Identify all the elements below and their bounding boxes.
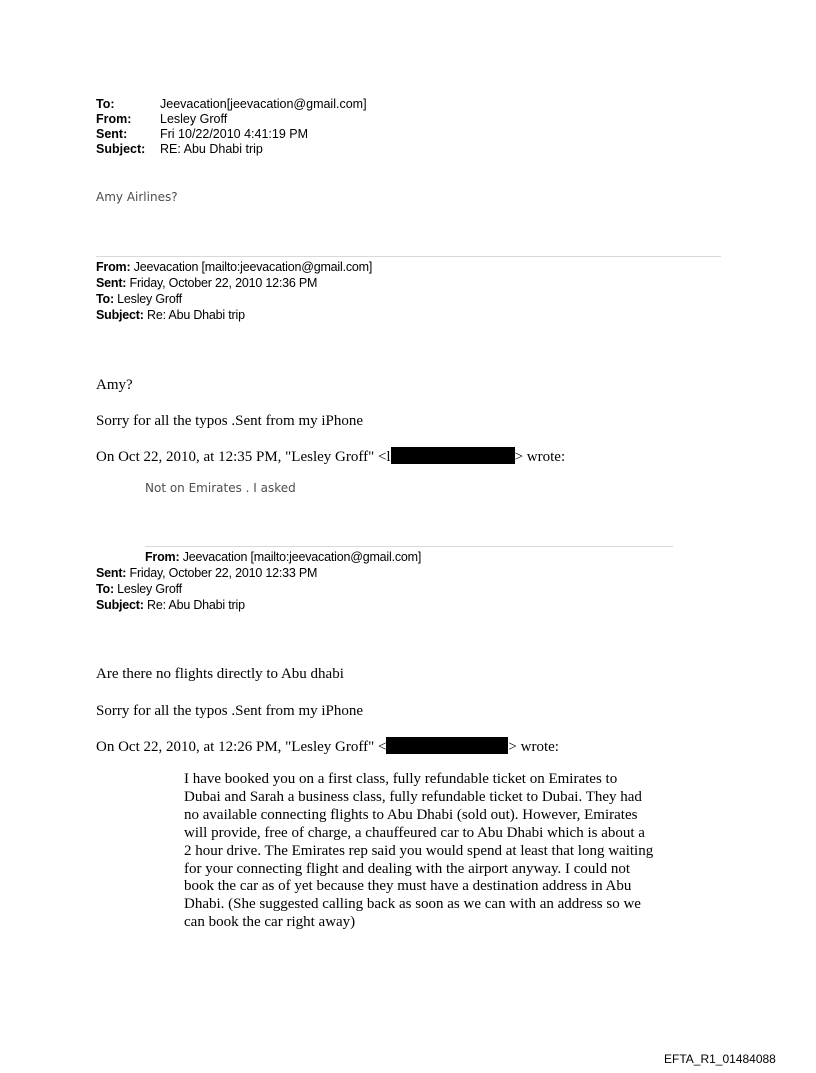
to-value: Jeevacation[jeevacation@gmail.com] [160,97,367,111]
quote-intro-text: On Oct 22, 2010, at 12:35 PM, "Lesley Groff" <l [96,449,391,465]
subject-label: Subject: [96,142,146,156]
quoted-subject-row [96,597,696,613]
sent-label: Sent: [96,127,128,141]
from-label: From: [96,260,131,274]
message-body: Are there no flights directly to Abu dhabi [96,666,344,682]
sent-value: Friday, October 22, 2010 12:33 PM [126,566,318,580]
redaction-block [391,447,515,464]
sent-value: Fri 10/22/2010 4:41:19 PM [160,127,309,141]
subject-value: Re: Abu Dhabi trip [143,308,245,322]
quote-intro-wrote: > wrote: [514,449,566,465]
divider [145,546,673,547]
to-label: To: [96,582,114,596]
header-subject-row [96,142,367,157]
quoted-to-row [96,581,696,597]
from-value: Jeevacation [mailto:jeevacation@gmail.com] [179,550,422,564]
header-to-row [96,97,367,112]
quote-intro-wrote: > wrote: [508,739,559,755]
quoted-sent-row [96,275,372,291]
quoted-subject-row [96,307,372,323]
quoted-to-row [96,291,372,307]
quoted-from-row [96,549,696,565]
quoted-message: Not on Emirates . I asked [145,481,296,495]
sent-label: Sent: [96,566,127,580]
subject-value: RE: Abu Dhabi trip [160,142,263,156]
header-from-row [96,112,367,127]
quoted-header-2 [96,549,696,613]
divider [96,256,721,257]
quote-intro [96,737,559,756]
signature: Sorry for all the typos .Sent from my iPhone [96,413,364,429]
reply-text: Amy Airlines? [96,190,178,204]
message-body: Amy? [96,377,133,393]
email-header [96,97,367,157]
signature: Sorry for all the typos .Sent from my iPhone [96,703,364,719]
to-label: To: [96,97,115,111]
to-value: Lesley Groff [113,292,182,306]
quote-intro-text: On Oct 22, 2010, at 12:26 PM, "Lesley Groff" < [96,739,387,755]
subject-label: Subject: [96,598,144,612]
to-label: To: [96,292,114,306]
header-sent-row [96,127,367,142]
redaction-block [386,737,508,754]
quoted-sent-row [96,565,696,581]
sent-label: Sent: [96,276,127,290]
quoted-header-1 [96,259,372,323]
quote-intro [96,447,565,466]
sent-value: Friday, October 22, 2010 12:36 PM [126,276,318,290]
from-label: From: [145,550,180,564]
quoted-from-row [96,259,372,275]
subject-label: Subject: [96,308,144,322]
from-label: From: [96,112,132,126]
document-id: EFTA_R1_01484088 [664,1052,776,1066]
to-value: Lesley Groff [113,582,182,596]
from-value: Lesley Groff [160,112,228,126]
quoted-message: I have booked you on a first class, fully refundable ticket on Emirates to Dubai and Sarah a business class, fully refundable ticket to Dubai. They had no available connecting flights to Abu Dhabi (sold out). However, Emirates will provide, free of charge, a chauffeured car to Abu Dhabi which is about a 2 hour drive. The Emirates rep said you would spend at least that long waiting for your connecting flight and dealing with the airport anyway. I could not book the car as of yet because they must have a destination address in Abu Dhabi. (She suggested calling back as soon as we can with an address so we can book the car right away) [184,771,654,931]
subject-value: Re: Abu Dhabi trip [143,598,245,612]
from-value: Jeevacation [mailto:jeevacation@gmail.com] [130,260,373,274]
